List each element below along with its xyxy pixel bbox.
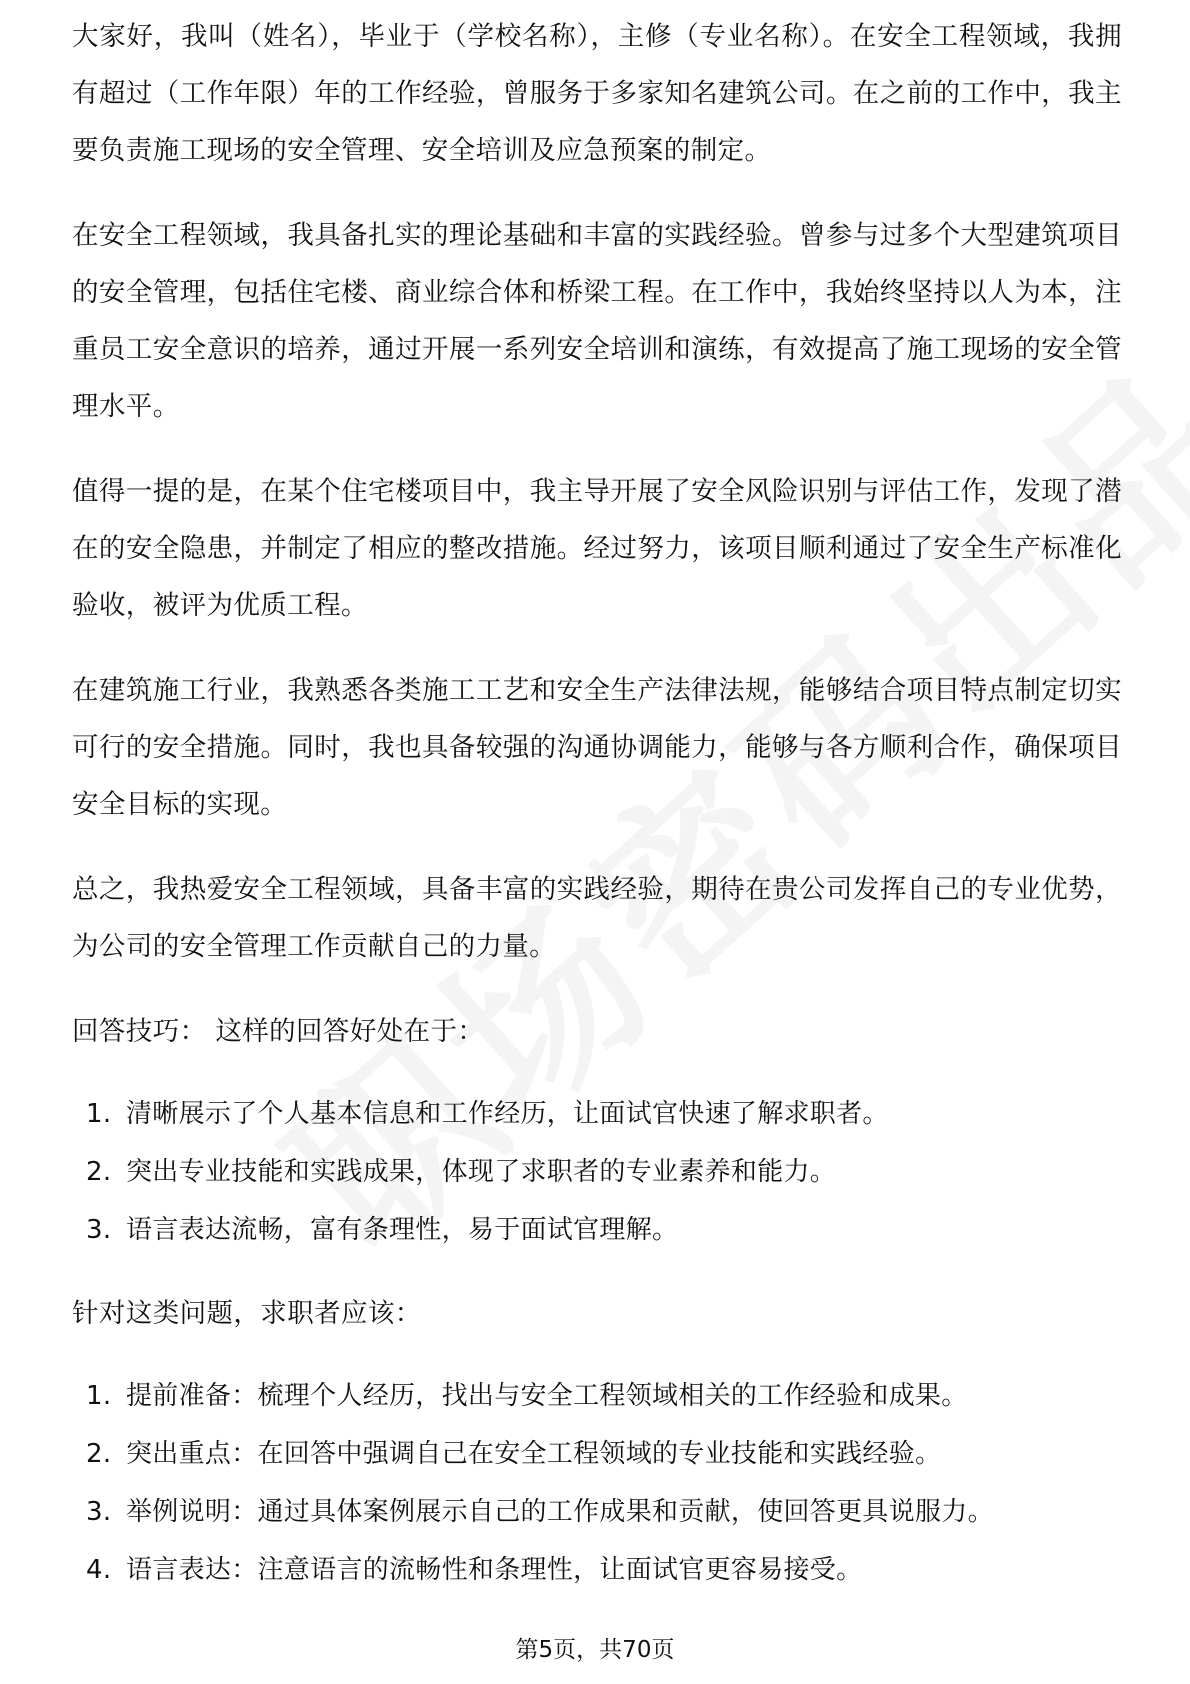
advice-heading: 针对这类问题，求职者应该：: [72, 1298, 422, 1329]
list-number: 2.: [86, 1439, 112, 1469]
list-item: [72, 1085, 1122, 1143]
list-text: 举例说明：通过具体案例展示自己的工作成果和贡献，使回答更具说服力。: [126, 1497, 994, 1527]
list-text: 提前准备：梳理个人经历，找出与安全工程领域相关的工作经验和成果。: [126, 1381, 968, 1411]
document-body: [72, 22, 1122, 1625]
skills-paragraph: 在建筑施工行业，我熟悉各类施工工艺和安全生产法律法规，能够结合项目特点制定切实可行的安全措施。同时，我也具备较强的沟通协调能力，能够与各方顺利合作，确保项目安全目标的实现。: [72, 675, 1122, 820]
list-text: 语言表达：注意语言的流畅性和条理性，让面试官更容易接受。: [126, 1555, 863, 1585]
list-number: 4.: [86, 1555, 112, 1585]
list-item: [72, 1367, 1122, 1425]
list-text: 清晰展示了个人基本信息和工作经历，让面试官快速了解求职者。: [126, 1099, 889, 1129]
experience-paragraph: 在安全工程领域，我具备扎实的理论基础和丰富的实践经验。曾参与过多个大型建筑项目的安全管理，包括住宅楼、商业综合体和桥梁工程。在工作中，我始终坚持以人为本，注重员工安全意识的培养，通过开展一系列安全培训和演练，有效提高了施工现场的安全管理水平。: [72, 220, 1122, 422]
list-item: [72, 1483, 1122, 1541]
list-number: 1.: [86, 1381, 112, 1411]
list-number: 3.: [86, 1497, 112, 1527]
list-text: 突出重点：在回答中强调自己在安全工程领域的专业技能和实践经验。: [126, 1439, 942, 1469]
list-item: [72, 1425, 1122, 1483]
tips-heading: 回答技巧： 这样的回答好处在于：: [72, 1016, 485, 1047]
page-number: 第5页，共70页: [515, 1637, 675, 1663]
advice-list: [72, 1367, 1122, 1599]
project-paragraph: 值得一提的是，在某个住宅楼项目中，我主导开展了安全风险识别与评估工作，发现了潜在的安全隐患，并制定了相应的整改措施。经过努力，该项目顺利通过了安全生产标准化验收，被评为优质工程。: [72, 476, 1122, 621]
intro-paragraph: 大家好，我叫（姓名），毕业于（学校名称），主修（专业名称）。在安全工程领域，我拥有超过（工作年限）年的工作经验，曾服务于多家知名建筑公司。在之前的工作中，我主要负责施工现场的安全管理、安全培训及应急预案的制定。: [72, 21, 1122, 166]
list-text: 突出专业技能和实践成果，体现了求职者的专业素养和能力。: [126, 1157, 837, 1187]
list-item: [72, 1143, 1122, 1201]
list-text: 语言表达流畅，富有条理性，易于面试官理解。: [126, 1215, 679, 1245]
list-number: 2.: [86, 1157, 112, 1187]
list-item: [72, 1201, 1122, 1259]
conclusion-paragraph: 总之，我热爱安全工程领域，具备丰富的实践经验，期待在贵公司发挥自己的专业优势，为公司的安全管理工作贡献自己的力量。: [72, 874, 1122, 962]
list-item: [72, 1541, 1122, 1599]
tips-list: [72, 1085, 1122, 1259]
list-number: 3.: [86, 1215, 112, 1245]
list-number: 1.: [86, 1099, 112, 1129]
